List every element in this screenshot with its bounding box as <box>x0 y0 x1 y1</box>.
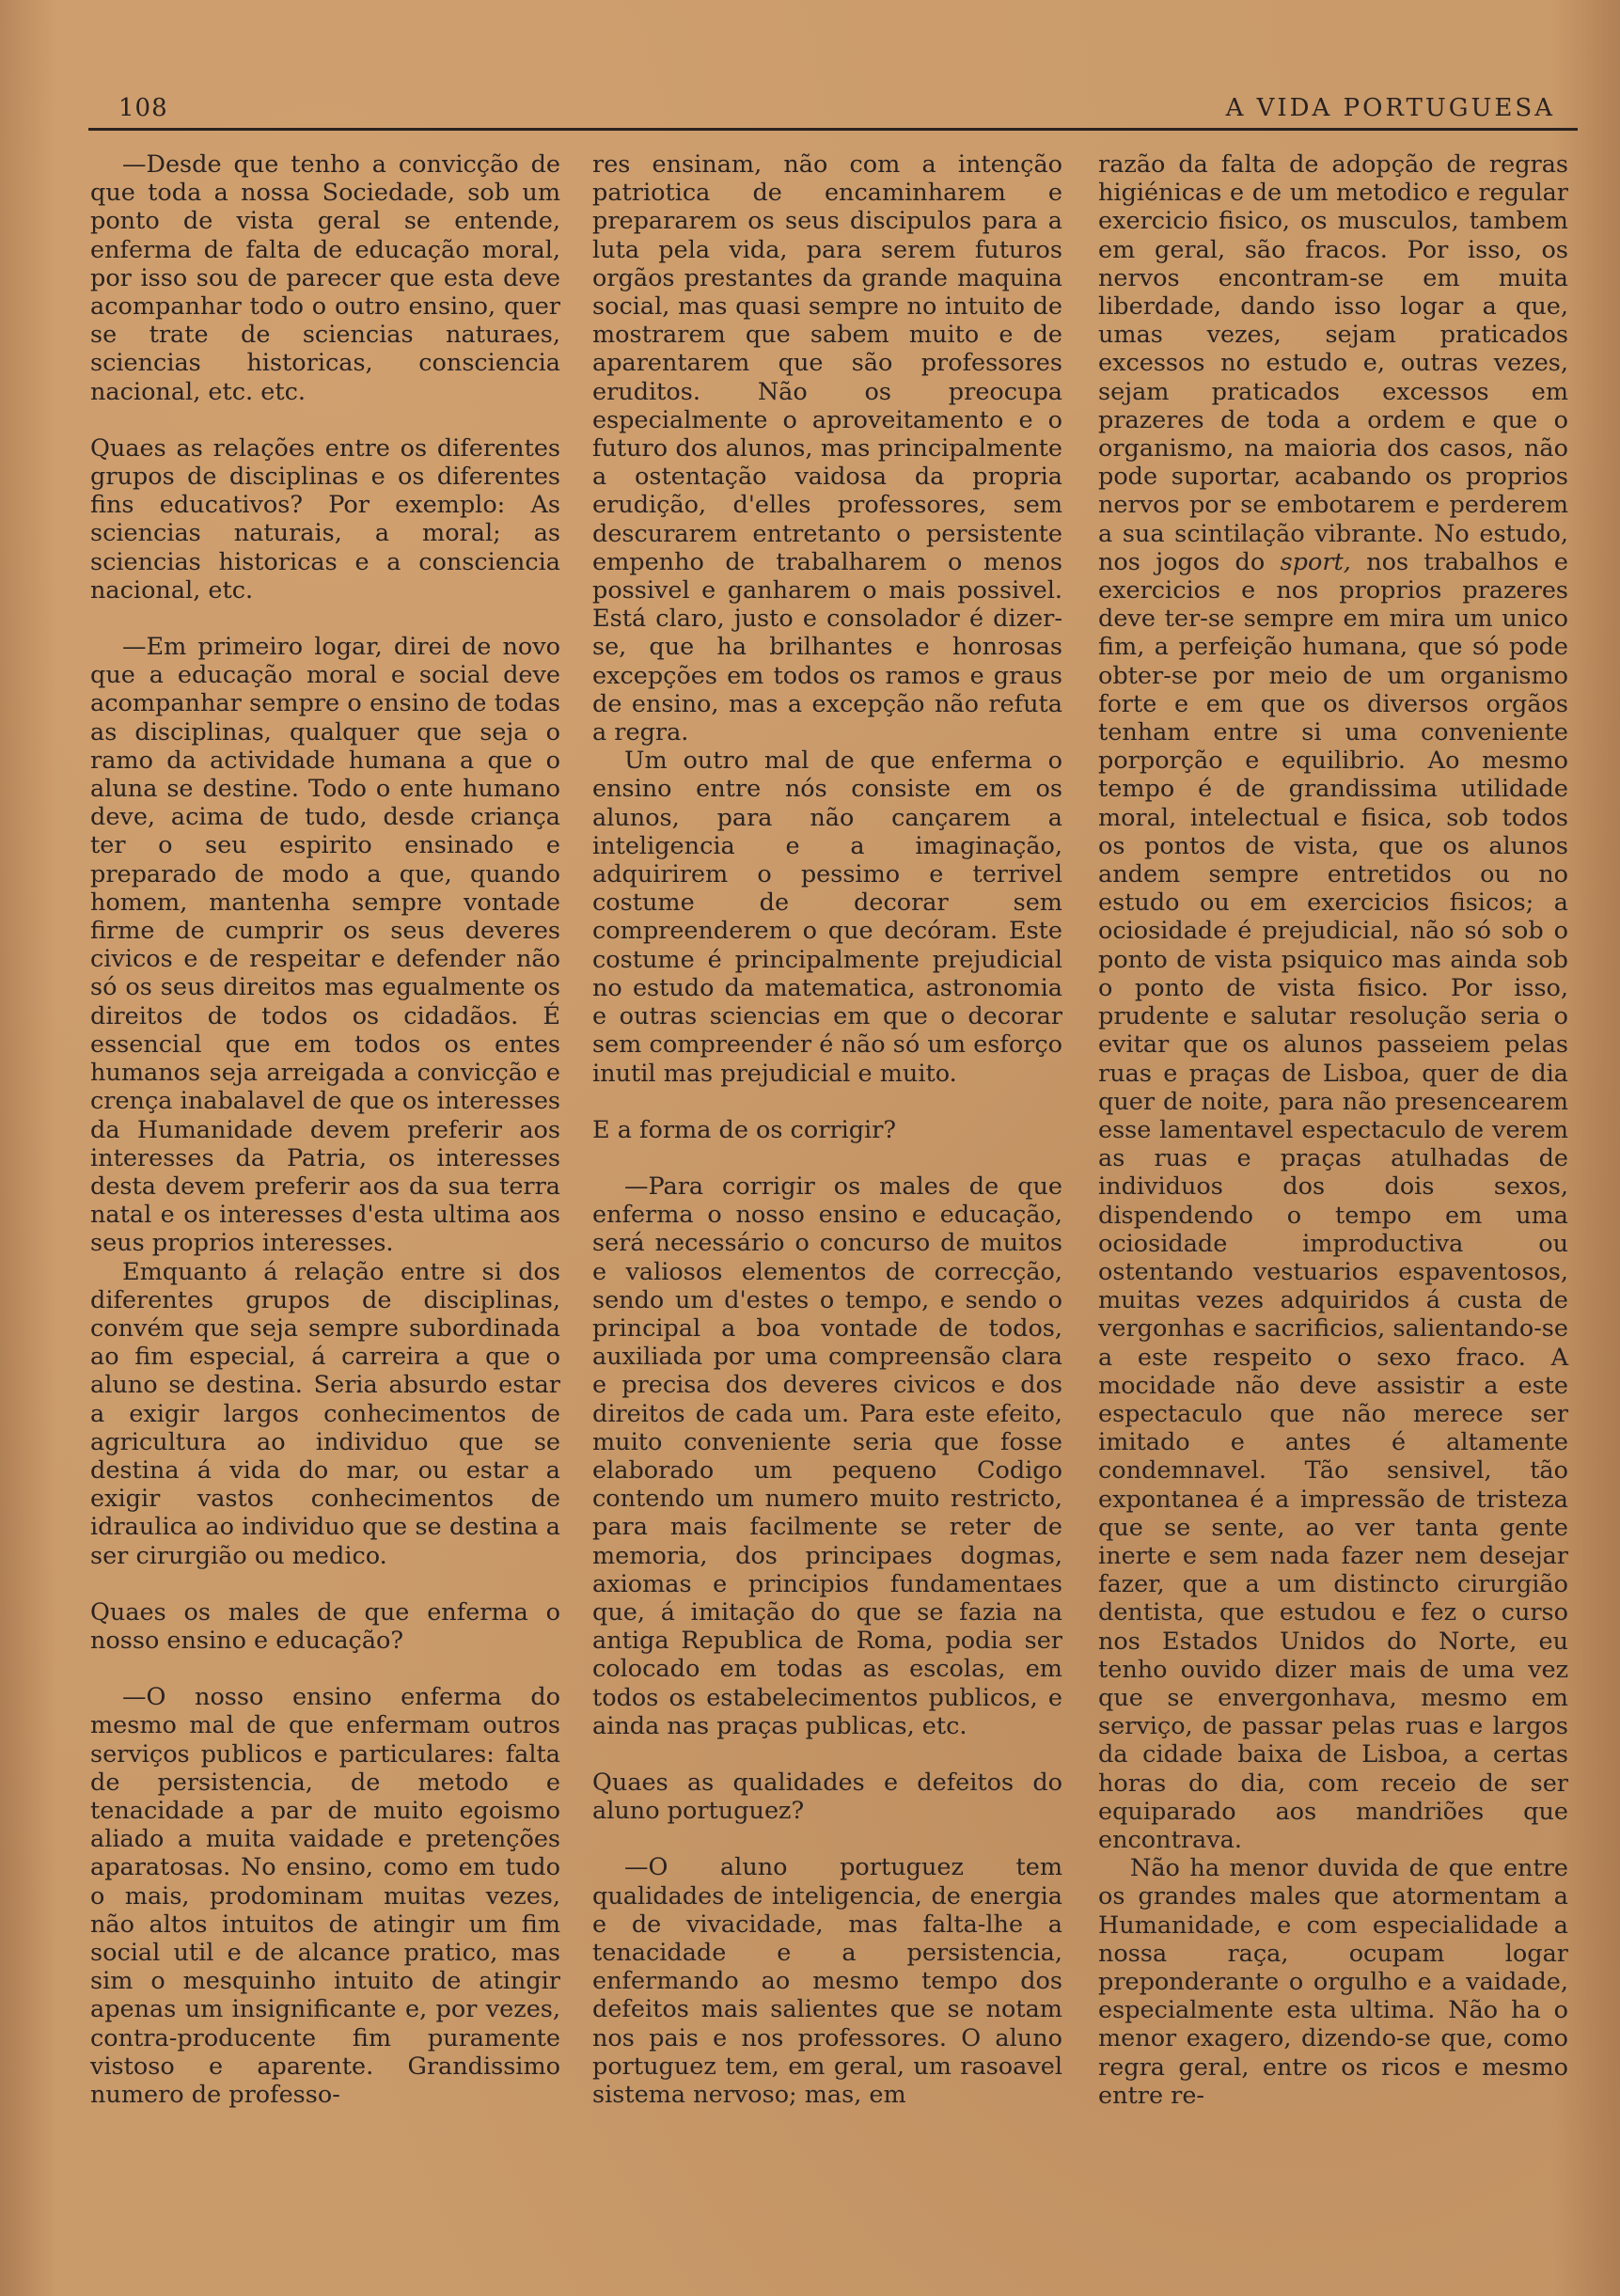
question: Quaes as relações entre os diferentes grupos de disciplinas e os diferentes fins educativos? Por exemplo: As sciencias naturais, a moral; as sciencias historicas e a consciencia nacional, etc. <box>90 433 560 605</box>
text-column-2 <box>592 150 1062 2109</box>
paragraph: —Em primeiro logar, direi de novo que a educação moral e social deve acompanhar sempre o ensino de todas as disciplinas, qualquer que seja o ramo da actividade humana a que o aluna se destine. Todo o ente humano deve, acima de tudo, desde criança ter o seu espirito ensinado e preparado de modo a que, quando homem, mantenha sempre vontade firme de cumprir os seus deveres civicos e de respeitar e defender não só os seus direitos mas egualmente os direitos de todos os cidadãos. É essencial que em todos os entes humanos seja arreigada a convicção e crença inabalavel de que os interesses da Humanidade devem preferir aos interesses da Patria, os interesses desta devem preferir aos da sua terra natal e os interesses d'esta ultima aos seus proprios interesses. <box>90 633 560 1258</box>
paragraph: —O nosso ensino enferma do mesmo mal de que enfermam outros serviços publicos e particulares: falta de persistencia, de metodo e tenacidade a par de muito egoismo aliado a muita vaidade e pretenções aparatosas. No ensino, como em tudo o mais, prodominam muitas vezes, não altos intuitos de atingir um fim social util e de alcance pratico, mas sim o mesquinho intuito de atingir apenas um insignificante e, por vezes, contra-producente fim puramente vistoso e aparente. Grandissimo numero de professo- <box>90 1683 560 2109</box>
paragraph <box>1098 150 1568 1854</box>
paragraph: res ensinam, não com a intenção patriotica de encaminharem e prepararem os seus discipulos para a luta pela vida, para serem futuros orgãos prestantes da grande maquina social, mas quasi sempre no intuito de mostrarem que sabem muito e de aparentarem que são professores eruditos. Não os preocupa especialmente o aproveitamento e o futuro dos alunos, mas principalmente a ostentação vaidosa da propria erudição, d'elles professores, sem descurarem entretanto o persistente empenho de trabalharem o menos possivel e ganharem o mais possivel. Está claro, justo e consolador é dizer-se, que ha brilhantes e honrosas excepções em todos os ramos e graus de ensino, mas a excepção não refuta a regra. <box>592 150 1062 747</box>
text-run: razão da falta de adopção de regras higiénicas e de um metodico e regular exercicio fisico, os musculos, tambem em geral, são fracos. Por isso, os nervos encontram-se em muita liberdade, dando isso logar a que, umas vezes, sejam praticados excessos no estudo e, outras vezes, sejam praticados excessos em prazeres de toda a ordem e que o organismo, na maioria dos casos, não pode suportar, acabando os proprios nervos por se embotarem e perderem a sua scintilação vibrante. No estudo, nos jogos do <box>1098 150 1568 576</box>
header-rule <box>88 128 1578 131</box>
page-header <box>88 90 1578 130</box>
paragraph: Um outro mal de que enferma o ensino entre nós consiste em os alunos, para não cançarem a inteligencia e a imaginação, adquirirem o pessimo e terrivel costume de decorar sem compreenderem o que decóram. Este costume é principalmente prejudicial no estudo da matematica, astronomia e outras sciencias em que o decorar sem compreender é não só um esforço inutil mas prejudicial e muito. <box>592 747 1062 1088</box>
paragraph: —Desde que tenho a convicção de que toda a nossa Sociedade, sob um ponto de vista geral se entende, enferma de falta de educação moral, por isso sou de parecer que esta deve acompanhar todo o outro ensino, quer se trate de sciencias naturaes, sciencias historicas, consciencia nacional, etc. etc. <box>90 150 560 406</box>
question: Quaes os males de que enferma o nosso ensino e educação? <box>90 1597 560 1655</box>
paragraph: Emquanto á relação entre si dos diferentes grupos de disciplinas, convém que seja sempre subordinada ao fim especial, á carreira a que o aluno se destina. Seria absurdo estar a exigir largos conhecimentos de agricultura ao individuo que se destina á vida do mar, ou estar a exigir vastos conhecimentos de idraulica ao individuo que se destina a ser cirurgião ou medico. <box>90 1257 560 1570</box>
text-column-3 <box>1098 150 1568 2110</box>
question: Quaes as qualidades e defeitos do aluno portuguez? <box>592 1768 1062 1826</box>
paragraph: —Para corrigir os males de que enferma o nosso ensino e educação, será necessário o concurso de muitos e valiosos elementos de correcção, sendo um d'estes o tempo, e sendo o principal a boa vontade de todos, auxiliada por uma compreensão clara e precisa dos deveres civicos e dos direitos de cada um. Para este efeito, muito conveniente seria que fosse elaborado um pequeno Codigo contendo um numero muito restricto, para mais facilmente se reter de memoria, dos principaes dogmas, axiomas e principios fundamentaes que, á imitação do que se fazia na antiga Republica de Roma, podia ser colocado em todas as escolas, em todos os estabelecimentos publicos, e ainda nas praças publicas, etc. <box>592 1172 1062 1740</box>
running-title: A VIDA PORTUGUESA <box>1225 94 1555 122</box>
paragraph: Não ha menor duvida de que entre os grandes males que atormentam a Humanidade, e com especialidade a nossa raça, ocupam logar preponderante o orgulho e a vaidade, especialmente esta ultima. Não ha o menor exagero, dizendo-se que, como regra geral, entre os ricos e mesmo entre re- <box>1098 1854 1568 2110</box>
page-number: 108 <box>118 94 168 122</box>
text-column-1 <box>90 150 560 2109</box>
text-run: nos trabalhos e exercicios e nos proprios prazeres deve ter-se sempre em mira um unico fim, a perfeição humana, que só pode obter-se por meio de um organismo forte e em que os diversos orgãos tenham entre si uma conveniente porporção e equilibrio. Ao mesmo tempo é de grandissima utilidade moral, intelectual e fisica, sob todos os pontos de vista, que os alunos andem sempre entretidos ou no estudo ou em exercicios fisicos; a ociosidade é prejudicial, não só sob o ponto de vista psiquico mas ainda sob o ponto de vista fisico. Por isso, prudente e salutar resolução seria o evitar que os alunos passeiem pelas ruas e praças de Lisboa, quer de dia quer de noite, para não presencearem esse lamentavel espectaculo de verem as ruas e praças atulhadas de individuos dos dois sexos, dispendendo o tempo em uma ociosidade improductiva ou ostentando vestuarios espaventosos, muitas vezes adquiridos á custa de vergonhas e sacrificios, salientando-se a este respeito o sexo fraco. A mocidade não deve assistir a este espectaculo que não merece ser imitado e antes é altamente condemnavel. Tão sensivel, tão expontanea é a impressão de tristeza que se sente, ao ver tanta gente inerte e sem nada fazer nem desejar fazer, que a um distincto cirurgião dentista, que estudou e fez o curso nos Estados Unidos do Norte, eu tenho ouvido dizer mais de uma vez que se envergonhava, mesmo em serviço, de passar pelas ruas e largos da cidade baixa de Lisboa, a certas horas do dia, com receio de ser equiparado aos mandriões que encontrava. <box>1098 547 1568 1854</box>
paragraph: —O aluno portuguez tem qualidades de inteligencia, de energia e de vivacidade, mas falta-lhe a tenacidade e a persistencia, enfermando ao mesmo tempo dos defeitos mais salientes que se notam nos pais e nos professores. O aluno portuguez tem, em geral, um rasoavel sistema nervoso; mas, em <box>592 1853 1062 2109</box>
question: E a forma de os corrigir? <box>592 1115 897 1144</box>
italic-word: sport, <box>1280 547 1351 576</box>
